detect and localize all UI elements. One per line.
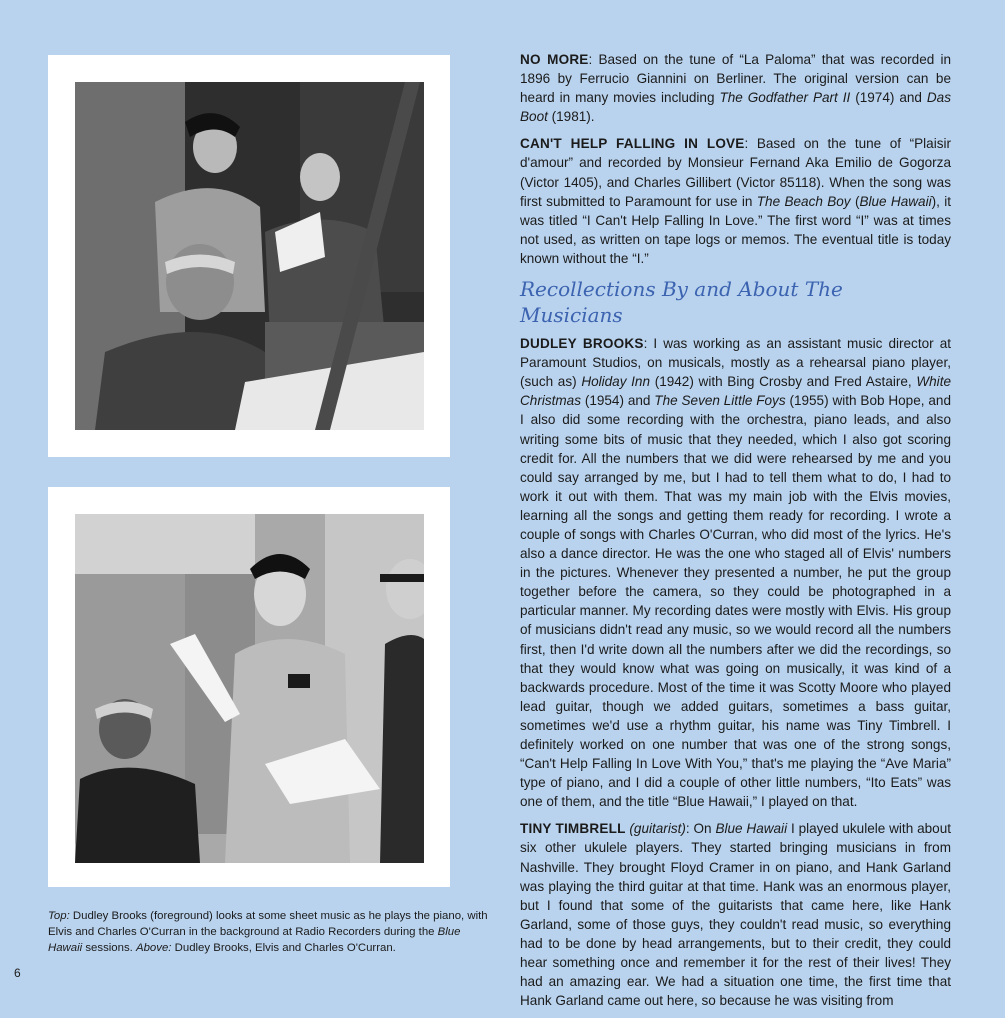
no-more-text-2: (1974) and bbox=[850, 90, 927, 106]
bottom-photo-frame bbox=[48, 487, 450, 887]
cant-help-film-1: The Beach Boy bbox=[756, 193, 851, 209]
tiny-film-1: Blue Hawaii bbox=[715, 821, 788, 837]
caption-above-text: Dudley Brooks, Elvis and Charles O'Curran. bbox=[171, 942, 396, 954]
speaker-tiny-timbrell: TINY TIMBRELL bbox=[520, 821, 626, 837]
caption-top-text-2: sessions. bbox=[82, 942, 136, 954]
no-more-text-1: : Based on the tune of “La Paloma” that was recorded in 1896 by Ferrucio Giannini on Berliner. The original version can be heard in many movies including bbox=[520, 52, 951, 106]
section-heading-recollections: Recollections By and About The Musicians bbox=[520, 277, 843, 328]
photo-recording-session-piano bbox=[75, 82, 424, 430]
dudley-text-3: (1954) and bbox=[580, 393, 655, 409]
paragraph-no-more bbox=[520, 50, 951, 126]
tiny-text-1: : On bbox=[685, 821, 716, 837]
tiny-role: (guitarist) bbox=[625, 821, 686, 837]
tiny-text-2: I played ukulele with about six other ukulele players. They started bringing musicians in from Nashville. They brought Floyd Cramer in on piano, and Hank Garland was playing the third guitar at that time. Hank was an enormous player, but I found that some of the guitarists that came here, like Hank Garland, some of those guys, they couldn't read music, so everything had to be done by head arrangements, but to their credit, they could hear something once and remember it for the rest of their lives! They had an amazing ear. We had a situation one time, the first time that Hank Garland came out here, so because he was visiting from bbox=[520, 821, 951, 1009]
photo-illustration-bottom bbox=[75, 514, 424, 863]
caption-above-label: Above: bbox=[136, 942, 172, 954]
no-more-film-1: The Godfather Part II bbox=[719, 90, 851, 106]
no-more-text-3: (1981). bbox=[547, 109, 595, 125]
article-text-column bbox=[520, 50, 951, 1018]
cant-help-text-2: ( bbox=[850, 193, 860, 209]
caption-top-text-1: Dudley Brooks (foreground) looks at some sheet music as he plays the piano, with Elvis and Charles O'Curran in the background at Radio Recorders during the bbox=[48, 910, 488, 938]
paragraph-tiny-timbrell bbox=[520, 819, 951, 1010]
song-heading-cant-help: CAN'T HELP FALLING IN LOVE bbox=[520, 136, 745, 152]
cant-help-text-3: ), it was titled “I Can't Help Falling In Love.” The first word “I” was at times not used, as written on tape logs or memos. The eventual title is today known without the “I.” bbox=[520, 193, 951, 266]
dudley-film-3: The Seven Little Foys bbox=[654, 393, 786, 409]
paragraph-cant-help-falling bbox=[520, 134, 951, 268]
dudley-text-4: (1955) with Bob Hope, and I also did some recording with the orchestra, piano leads, and also writing some bits of music that they needed, which I also got scoring credit for. All the numbers that we did were rehearsed by me and you could say arranged by me, but I had to tell them what to do, I had to work it out with them. That was my main job with the Elvis movies, learning all the songs and getting them ready for recording. I wrote a couple of songs with Charles O'Curran, who did most of the lyrics. He's also a dance director. He was the one who staged all of Elvis' numbers in the pictures. Whenever they presented a number, he put the group together before the camera, so they could be photographed in a particular manner. My recording dates were mostly with Elvis. His group of musicians didn't read any music, so we would record all the numbers first, then I'd write down all the numbers after we did the recordings, so that they would know what was going on musically, it was kind of a backwards procedure. Most of the time it was Scotty Moore who played lead guitar, though we added guitars, sometimes a bass guitar, sometimes we'd use a rhythm guitar, his name was Tiny Timbrell. I definitely worked on one number that was one of the strong songs, “Can't Help Falling In Love With You,” that's me playing the “Ave Maria” type of piano, and I did a couple of other little numbers, “Ito Eats” was one of them, and the title “Blue Hawaii,” I played on that. bbox=[520, 393, 951, 810]
no-more-film-2: Das Boot bbox=[520, 90, 951, 125]
page-number: 6 bbox=[14, 966, 21, 980]
caption-top-album: Blue Hawaii bbox=[48, 926, 461, 954]
caption-top-label: Top: bbox=[48, 910, 70, 922]
paragraph-dudley-brooks bbox=[520, 334, 951, 811]
photo-dudley-elvis-ocurran bbox=[75, 514, 424, 863]
dudley-text-2: (1942) with Bing Crosby and Fred Astaire, bbox=[650, 374, 917, 390]
dudley-text-1: : I was working as an assistant music director at Paramount Studios, on musicals, mostly as a rehearsal piano player, (such as) bbox=[520, 336, 951, 390]
dudley-film-1: Holiday Inn bbox=[581, 374, 651, 390]
cant-help-text-1: : Based on the tune of “Plaisir d'amour” and recorded by Monsieur Fernand Aka Emilio de Gogorza (Victor 1405), and Charles Gillibert (Victor 85118). When the song was first submitted to Paramount for use in bbox=[520, 136, 951, 209]
cant-help-film-2: Blue Hawaii bbox=[859, 193, 932, 209]
top-photo-frame bbox=[48, 55, 450, 457]
photo-illustration-top bbox=[75, 82, 424, 430]
photo-caption bbox=[48, 908, 488, 956]
dudley-film-2: White Christmas bbox=[520, 374, 951, 409]
speaker-dudley-brooks: DUDLEY BROOKS bbox=[520, 336, 644, 352]
song-heading-no-more: NO MORE bbox=[520, 52, 589, 67]
